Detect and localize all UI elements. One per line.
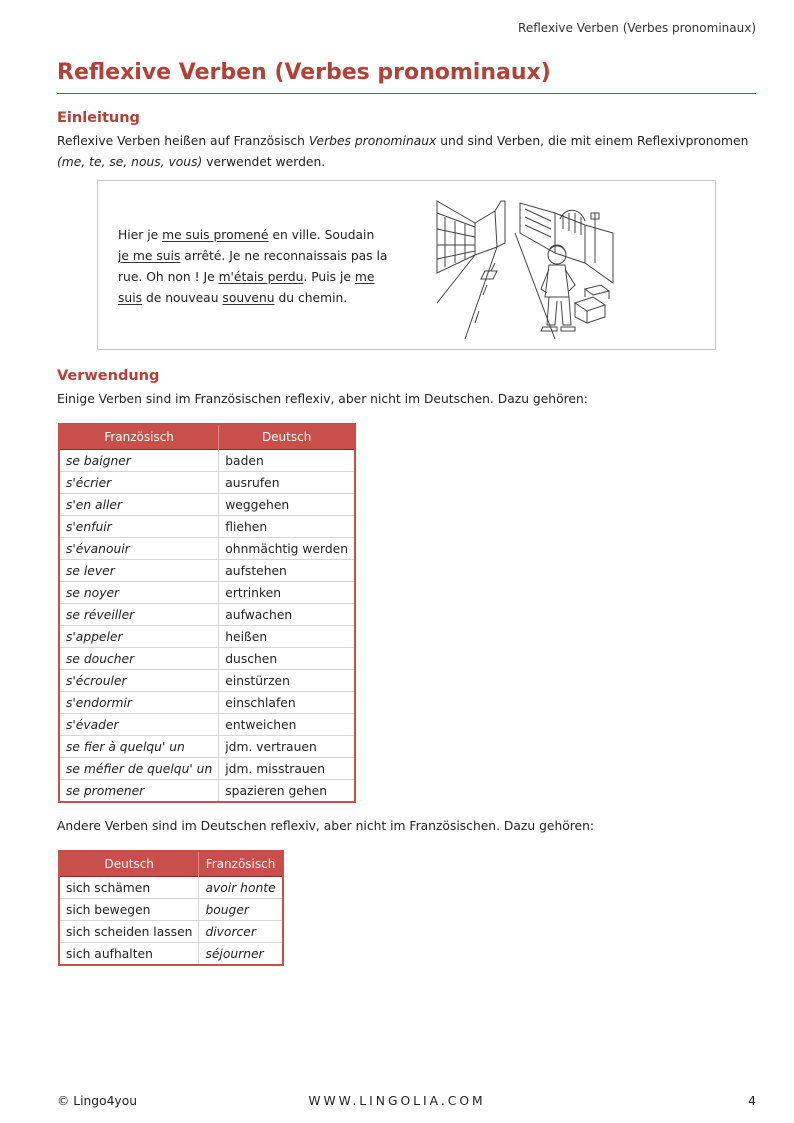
table-cell: jdm. vertrauen (219, 736, 355, 758)
table-cell: heißen (219, 626, 355, 648)
table-row (59, 780, 355, 803)
table-cell: s'évader (59, 714, 219, 736)
table-cell: se réveiller (59, 604, 219, 626)
table-cell: se méfier de quelqu' un (59, 758, 219, 780)
table-cell: weggehen (219, 494, 355, 516)
table-cell: einschlafen (219, 692, 355, 714)
table-row (59, 670, 355, 692)
table-cell: avoir honte (199, 877, 283, 899)
table-cell: séjourner (205, 946, 264, 961)
table-cell: entweichen (219, 714, 355, 736)
table-row (59, 943, 283, 966)
table-row (59, 582, 355, 604)
table-cell: s'écrier (59, 472, 219, 494)
table-row (59, 736, 355, 758)
table-cell: se promener (59, 780, 219, 803)
table-row (59, 604, 355, 626)
table-cell: baden (219, 450, 355, 472)
verb-table-de-fr (58, 850, 284, 966)
table-header: Deutsch (219, 424, 355, 450)
table-cell: s'écrouler (59, 670, 219, 692)
table-cell: sich schämen (59, 877, 199, 899)
table-row (59, 921, 283, 943)
table-cell: s'évanouir (59, 538, 219, 560)
intro-paragraph: Reflexive Verben heißen auf Französisch Verbes pronominaux und sind Verben, die mit einem Reflexivpronomen (me, te, se, nous, vous) verwendet werden. (57, 134, 749, 169)
table-cell: s'endormir (59, 692, 219, 714)
table-cell: sich bewegen (59, 899, 199, 921)
table-row (59, 692, 355, 714)
intro-heading: Einleitung (57, 110, 140, 126)
table-cell: aufwachen (219, 604, 355, 626)
verb-table-fr-de (58, 423, 356, 803)
table-header: Französisch (199, 851, 283, 877)
table-row (59, 516, 355, 538)
table-header: Deutsch (59, 851, 199, 877)
table-row (59, 538, 355, 560)
street-boy-illustration (435, 193, 615, 339)
table-cell: ertrinken (219, 582, 355, 604)
table-cell: s'en aller (59, 494, 219, 516)
example-box (97, 180, 716, 350)
table-row (59, 758, 355, 780)
table-cell: se baigner (59, 450, 219, 472)
table-cell: aufstehen (219, 560, 355, 582)
table-row (59, 648, 355, 670)
example-text: Hier je me suis promené en ville. Soudain je me suis arrêté. Je ne reconnaissais pas la rue. Oh non ! Je m'étais perdu. Puis je me suis de nouveau souvenu du chemin. (118, 228, 388, 305)
table-cell: einstürzen (219, 670, 355, 692)
table-cell: bouger (199, 899, 283, 921)
table-row (59, 899, 283, 921)
table-row (59, 714, 355, 736)
table-row (59, 877, 283, 899)
table-cell: divorcer (199, 921, 283, 943)
table-cell: se noyer (59, 582, 219, 604)
table-cell: fliehen (219, 516, 355, 538)
table-cell: duschen (219, 648, 355, 670)
usage-paragraph-1: Einige Verben sind im Französischen reflexiv, aber nicht im Deutschen. Dazu gehören: (57, 392, 588, 406)
table-cell: se doucher (59, 648, 219, 670)
table-cell: s'appeler (59, 626, 219, 648)
page-number: 4 (748, 1094, 756, 1108)
table-row (59, 494, 355, 516)
table-header: Französisch (59, 424, 219, 450)
table-cell: s'enfuir (59, 516, 219, 538)
running-header: Reflexive Verben (Verbes pronominaux) (518, 21, 756, 35)
table-row (59, 626, 355, 648)
table-row (59, 560, 355, 582)
title-divider (57, 93, 756, 94)
table-cell: ohnmächtig werden (219, 538, 355, 560)
table-cell: jdm. misstrauen (219, 758, 355, 780)
table-cell: spazieren gehen (225, 783, 328, 798)
page-title: Reflexive Verben (Verbes pronominaux) (57, 60, 551, 85)
table-row (59, 472, 355, 494)
table-cell: se fier à quelqu' un (59, 736, 219, 758)
footer-website: WWW.LINGOLIA.COM (308, 1094, 486, 1108)
copyright-icon: © (57, 1094, 70, 1108)
footer-copyright: © Lingo4you (57, 1094, 138, 1108)
table-cell: sich scheiden lassen (59, 921, 199, 943)
table-cell: ausrufen (219, 472, 355, 494)
table-row (59, 450, 355, 472)
usage-paragraph-2: Andere Verben sind im Deutschen reflexiv, aber nicht im Französischen. Dazu gehören: (57, 819, 595, 833)
table-cell: sich aufhalten (59, 943, 199, 966)
table-cell: se lever (59, 560, 219, 582)
usage-heading: Verwendung (57, 368, 160, 384)
